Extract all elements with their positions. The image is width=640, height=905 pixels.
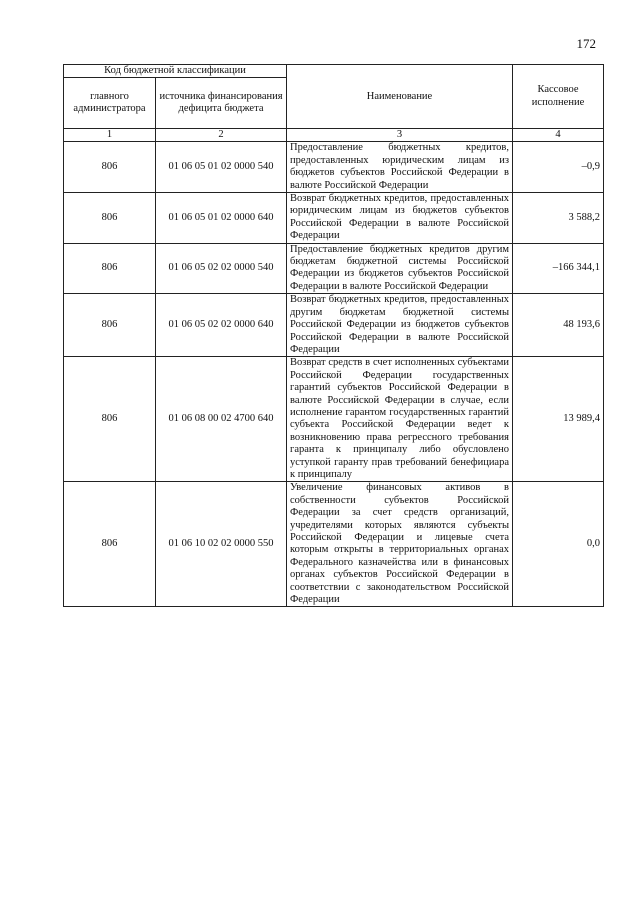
classification-code-header: Код бюджетной классификации <box>64 65 287 78</box>
source-code: 01 06 05 02 02 0000 540 <box>156 243 287 294</box>
column-number-1: 1 <box>64 129 156 142</box>
column-number-4: 4 <box>513 129 604 142</box>
item-name: Возврат средств в счет исполненных субъектами Российской Федерации государственных гарантий субъектов Российской Федерации в валюте Российской Федерации в случае, если исполнение гарантом государственных гарантий субъекта Российской Федерации ведет к возникновению права регрессного требования гаранта к принципалу либо обусловлено уступкой гаранту прав требований бенефициара к принципалу <box>287 357 513 482</box>
item-name: Увеличение финансовых активов в собственности субъектов Российской Федерации за счет средств организаций, учредителями которых являются субъекты Российской Федерации и лицевые счета которым открыты в территориальных органах Федерального казначейства или в финансовых органах субъектов Российской Федерации в соответствии с законодательством Российской Федерации <box>287 482 513 607</box>
name-header: Наименование <box>287 65 513 129</box>
table-row <box>64 243 604 294</box>
execution-header: Кассовое исполнение <box>513 65 604 129</box>
execution-value: 0,0 <box>513 482 604 607</box>
admin-code: 806 <box>64 294 156 357</box>
item-name: Возврат бюджетных кредитов, предоставленных юридическим лицам из бюджетов субъектов Российской Федерации в валюте Российской Федерации <box>287 193 513 244</box>
item-name: Предоставление бюджетных кредитов, предоставленных юридическим лицам из бюджетов субъектов Российской Федерации в валюте Российской Федерации <box>287 142 513 193</box>
table-row <box>64 294 604 357</box>
column-number-2: 2 <box>156 129 287 142</box>
source-header: источника финансирования дефицита бюджета <box>156 78 287 129</box>
admin-code: 806 <box>64 243 156 294</box>
column-number-3: 3 <box>287 129 513 142</box>
execution-value: –166 344,1 <box>513 243 604 294</box>
table-row <box>64 142 604 193</box>
table-row <box>64 357 604 482</box>
source-code: 01 06 05 01 02 0000 540 <box>156 142 287 193</box>
execution-value: 13 989,4 <box>513 357 604 482</box>
page-number: 172 <box>576 36 596 51</box>
admin-code: 806 <box>64 142 156 193</box>
execution-value: –0,9 <box>513 142 604 193</box>
source-code: 01 06 05 02 02 0000 640 <box>156 294 287 357</box>
budget-table <box>63 64 604 607</box>
execution-value: 3 588,2 <box>513 193 604 244</box>
admin-code: 806 <box>64 482 156 607</box>
admin-header: главного администратора <box>64 78 156 129</box>
admin-code: 806 <box>64 193 156 244</box>
source-code: 01 06 10 02 02 0000 550 <box>156 482 287 607</box>
item-name: Возврат бюджетных кредитов, предоставленных другим бюджетам бюджетной системы Российской Федерации из бюджетов субъектов Российской Федерации в валюте Российской Федерации <box>287 294 513 357</box>
table-row <box>64 482 604 607</box>
admin-code: 806 <box>64 357 156 482</box>
source-code: 01 06 08 00 02 4700 640 <box>156 357 287 482</box>
source-code: 01 06 05 01 02 0000 640 <box>156 193 287 244</box>
table-row <box>64 193 604 244</box>
item-name: Предоставление бюджетных кредитов другим бюджетам бюджетной системы Российской Федерации из бюджетов субъектов Российской Федерации в валюте Российской Федерации <box>287 243 513 294</box>
execution-value: 48 193,6 <box>513 294 604 357</box>
